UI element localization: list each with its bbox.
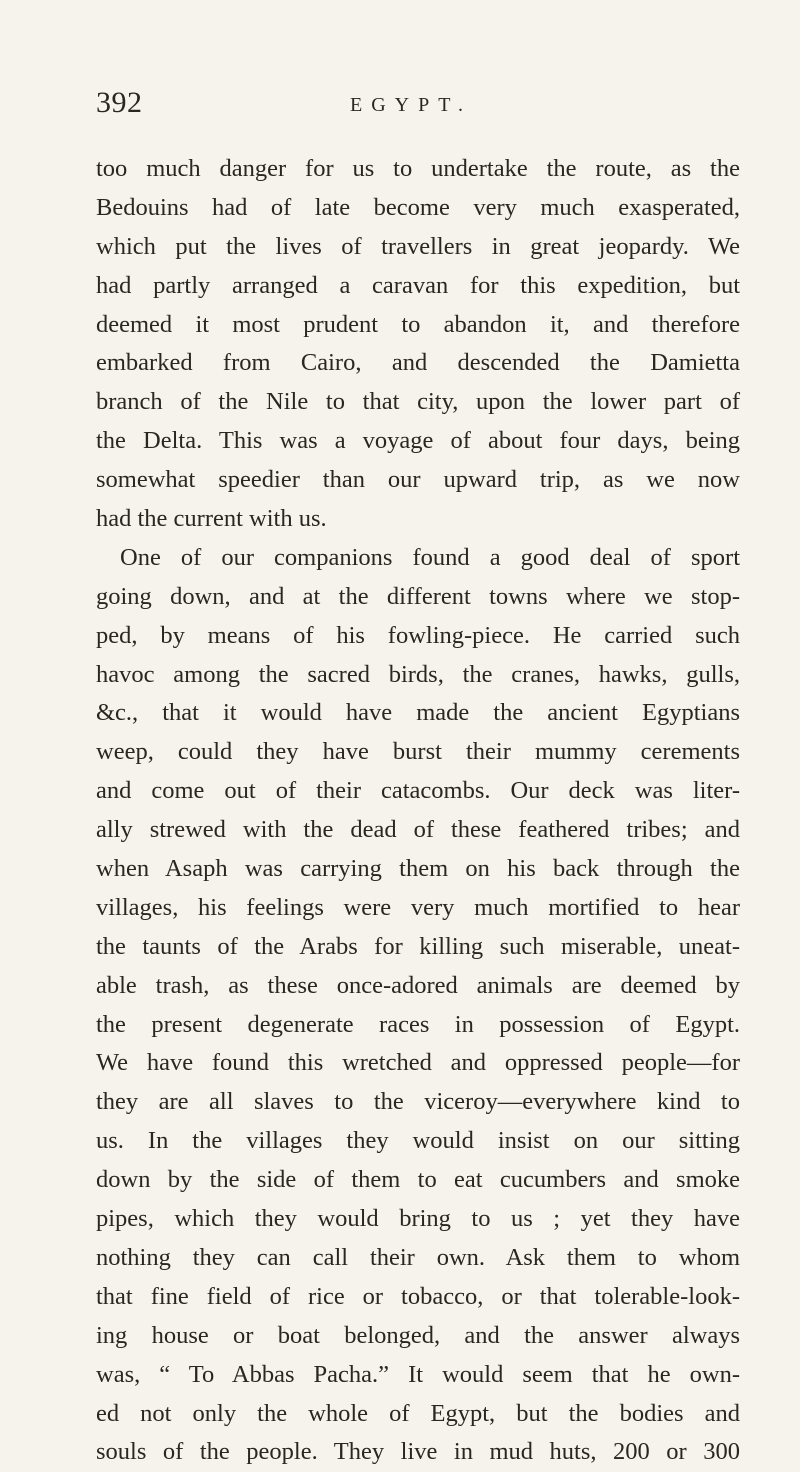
- text-line: souls of the people. They live in mud huts, 200 or 300: [96, 1438, 740, 1466]
- text-line: ped, by means of his fowling-piece. He carried such: [96, 621, 740, 649]
- text-line: One of our companions found a good deal of sport: [120, 543, 740, 571]
- text-line: going down, and at the different towns where we stop-: [96, 582, 740, 610]
- text-line: the present degenerate races in possession of Egypt.: [96, 1010, 740, 1038]
- text-line: somewhat speedier than our upward trip, as we now: [96, 466, 740, 494]
- text-line: Bedouins had of late become very much exasperated,: [96, 193, 740, 221]
- text-line: weep, could they have burst their mummy cerements: [96, 738, 740, 766]
- text-line: deemed it most prudent to abandon it, and therefore: [96, 310, 740, 338]
- paragraph-1: [96, 150, 740, 539]
- text-line: the Delta. This was a voyage of about four days, being: [96, 427, 740, 455]
- text-line: pipes, which they would bring to us ; yet they have: [96, 1205, 740, 1233]
- text-line: ed not only the whole of Egypt, but the bodies and: [96, 1399, 740, 1427]
- text-line: they are all slaves to the viceroy—everywhere kind to: [96, 1088, 740, 1116]
- text-line: We have found this wretched and oppressed people—for: [96, 1049, 740, 1077]
- text-line: ally strewed with the dead of these feathered tribes; and: [96, 816, 740, 844]
- page-number: 392: [96, 86, 143, 119]
- running-title: EGYPT.: [350, 94, 472, 116]
- text-line: ing house or boat belonged, and the answer always: [96, 1321, 740, 1349]
- text-line: that fine field of rice or tobacco, or that tolerable-look-: [96, 1282, 740, 1310]
- text-line: and come out of their catacombs. Our deck was liter-: [96, 777, 740, 805]
- text-line: embarked from Cairo, and descended the Damietta: [96, 349, 740, 377]
- text-line: &c., that it would have made the ancient Egyptians: [96, 699, 740, 727]
- text-line: had the current with us.: [96, 505, 327, 533]
- text-line: too much danger for us to undertake the route, as the: [96, 155, 740, 182]
- page-header: [96, 86, 704, 126]
- paragraph-2: [96, 539, 740, 1472]
- text-line: the taunts of the Arabs for killing such miserable, uneat-: [96, 932, 740, 960]
- body-text: [96, 150, 740, 1472]
- text-line: which put the lives of travellers in great jeopardy. We: [96, 232, 740, 260]
- text-line: us. In the villages they would insist on our sitting: [96, 1127, 740, 1155]
- text-line: down by the side of them to eat cucumbers and smoke: [96, 1166, 740, 1194]
- text-line: nothing they can call their own. Ask them to whom: [96, 1243, 740, 1271]
- text-line: branch of the Nile to that city, upon the lower part of: [96, 388, 740, 416]
- text-line: was, “ To Abbas Pacha.” It would seem that he own-: [96, 1360, 740, 1388]
- text-line: when Asaph was carrying them on his back through the: [96, 855, 740, 883]
- text-line: able trash, as these once-adored animals are deemed by: [96, 971, 740, 999]
- text-line: had partly arranged a caravan for this expedition, but: [96, 271, 740, 299]
- text-line: villages, his feelings were very much mortified to hear: [96, 893, 740, 921]
- text-line: havoc among the sacred birds, the cranes, hawks, gulls,: [96, 660, 740, 688]
